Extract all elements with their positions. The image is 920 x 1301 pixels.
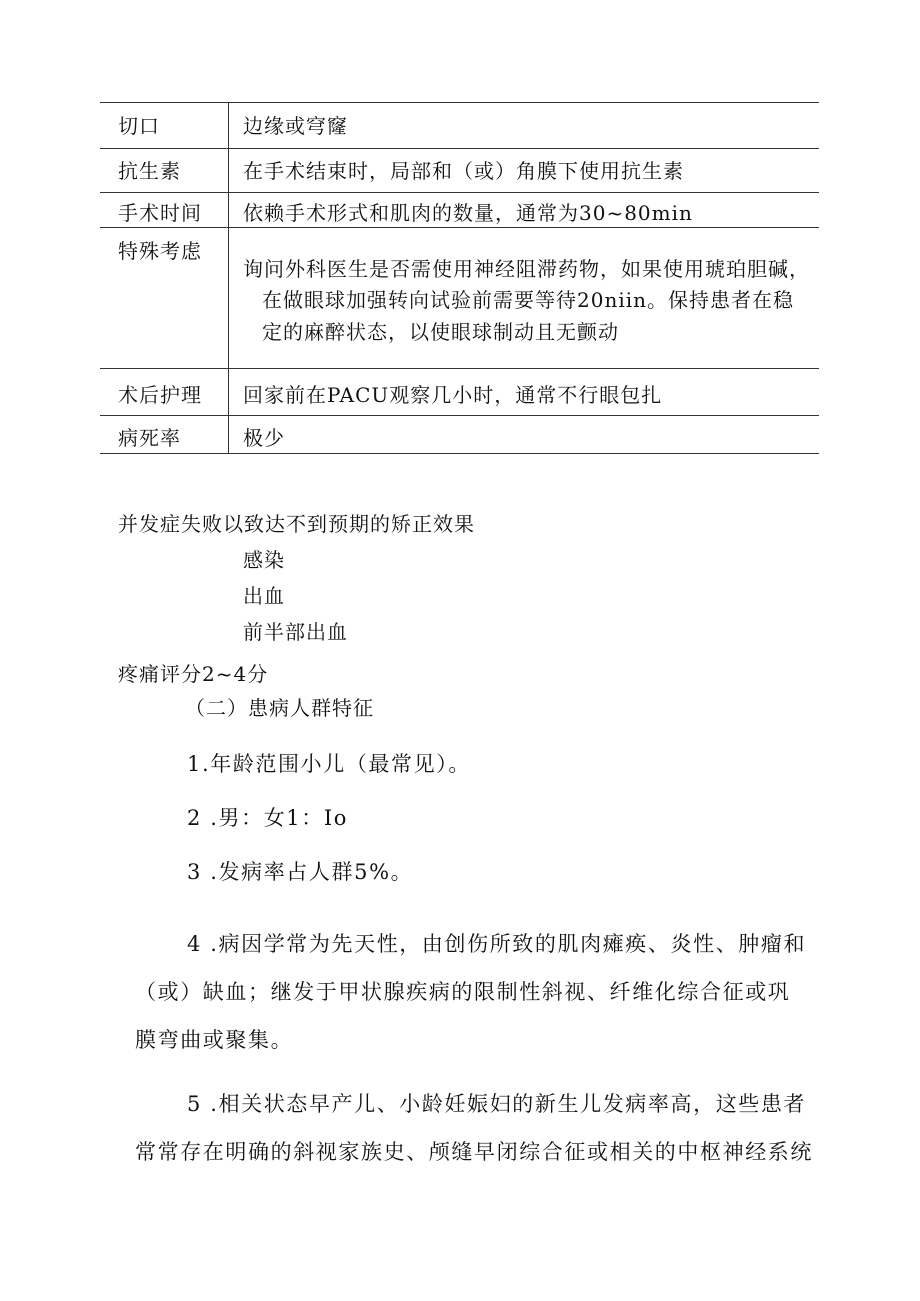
row-label-surgery-time: 手术时间 <box>118 201 202 225</box>
paragraph-line: 5 .相关状态早产儿、小龄妊娠妇的新生儿发病率高，这些患者 <box>187 1092 807 1116</box>
row-label-incision: 切口 <box>118 114 160 138</box>
table-row-divider <box>100 192 819 193</box>
table-bottom-border <box>100 453 819 454</box>
complication-item: 感染 <box>243 548 285 572</box>
table-column-divider <box>228 102 229 453</box>
paragraph-line: 常常存在明确的斜视家族史、颅缝早闭综合征或相关的中枢神经系统 <box>135 1140 813 1164</box>
paragraph: 2 .男：女1：Io <box>187 806 349 830</box>
paragraph-line: 4 .病因学常为先天性，由创伤所致的肌肉瘫痪、炎性、肿瘤和 <box>187 932 807 956</box>
row-value-line: 询问外科医生是否需使用神经阻滞药物，如果使用琥珀胆碱， <box>243 257 810 281</box>
table-row-divider <box>100 415 819 416</box>
complication-item: 前半部出血 <box>243 620 348 644</box>
row-value-antibiotics: 在手术结束时，局部和（或）角膜下使用抗生素 <box>243 159 684 183</box>
table-row-divider <box>100 227 819 228</box>
paragraph: 3 .发病率占人群5%。 <box>187 860 414 884</box>
row-label-mortality: 病死率 <box>118 426 181 450</box>
table-row-divider <box>100 368 819 369</box>
table-top-border <box>100 102 819 103</box>
row-value-line: 在做眼球加强转向试验前需要等待20niin。保持患者在稳 <box>262 288 795 312</box>
row-value-surgery-time: 依赖手术形式和肌肉的数量，通常为30~80min <box>243 201 693 225</box>
paragraph-line: （或）缺血；继发于甲状腺疾病的限制性斜视、纤维化综合征或巩 <box>135 980 791 1004</box>
complication-item: 出血 <box>243 584 285 608</box>
pain-score: 疼痛评分2~4分 <box>118 662 269 686</box>
complications-heading: 并发症失败以致达不到预期的矫正效果 <box>118 512 475 536</box>
table-row-divider <box>100 148 819 149</box>
row-value-mortality: 极少 <box>243 426 285 450</box>
row-value-line: 定的麻醉状态，以使眼球制动且无颤动 <box>262 320 619 344</box>
row-label-special-considerations: 特殊考虑 <box>118 239 202 263</box>
row-label-postop-care: 术后护理 <box>118 383 202 407</box>
row-value-incision: 边缘或穹窿 <box>243 114 348 138</box>
section-title: （二）患病人群特征 <box>185 696 374 720</box>
row-value-postop-care: 回家前在PACU观察几小时，通常不行眼包扎 <box>243 383 663 407</box>
row-label-antibiotics: 抗生素 <box>118 159 181 183</box>
paragraph-line: 膜弯曲或聚集。 <box>135 1028 294 1052</box>
paragraph: 1.年龄范围小儿（最常见）。 <box>187 752 471 776</box>
